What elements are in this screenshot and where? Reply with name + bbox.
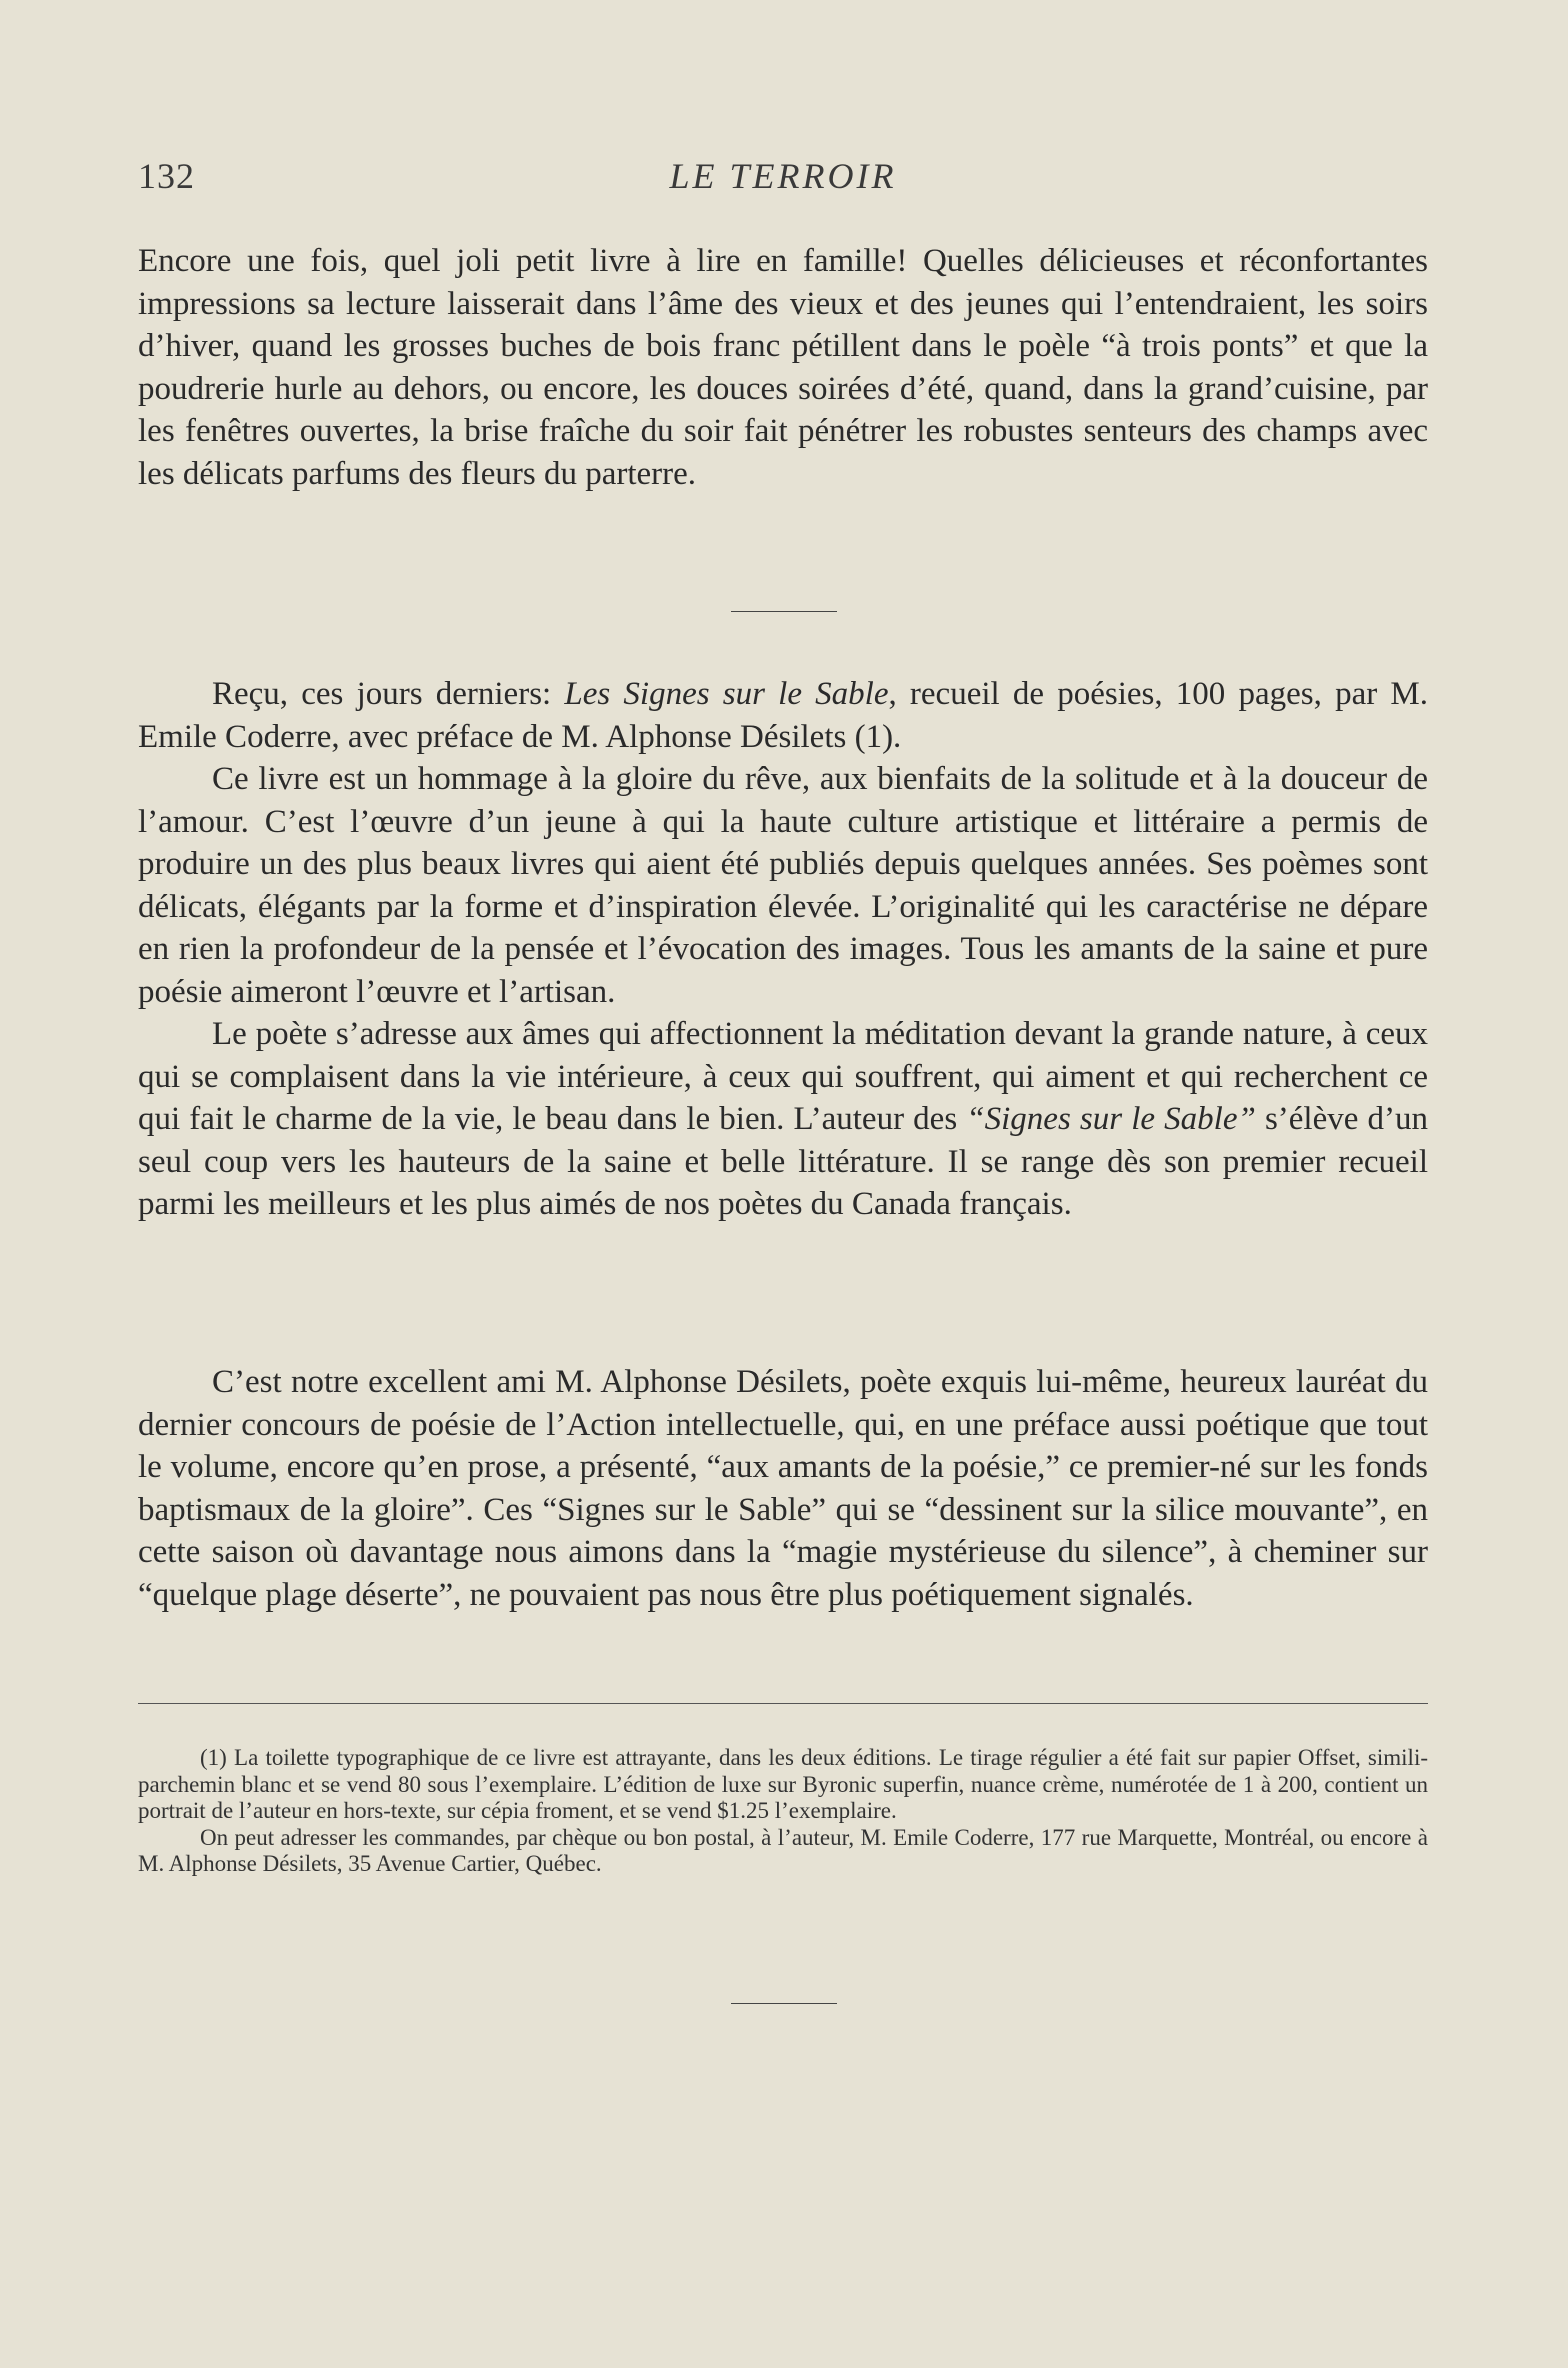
page-number: 132 — [138, 156, 195, 196]
review-section — [138, 673, 1428, 1226]
section-divider — [731, 611, 837, 612]
page-header — [138, 155, 1428, 205]
footnote-divider — [138, 1703, 1428, 1704]
intro-section — [138, 240, 1428, 495]
footnotes — [138, 1745, 1428, 1878]
paragraph-4-tail: s’élève d’un seul coup vers les hauteurs de la saine et belle littérature. Il se range dès son premier recueil parmi les meilleurs et les plus aimés de nos poètes du Canada français. — [138, 1101, 1428, 1222]
end-divider — [731, 2003, 837, 2004]
footnote-2: On peut adresser les commandes, par chèque ou bon postal, à l’auteur, M. Emile Coderre, 177 rue Marquette, Montréal, ou encore à M. Alphonse Désilets, 35 Avenue Cartier, Québec. — [138, 1824, 1428, 1876]
paragraph-1: Encore une fois, quel joli petit livre à lire en famille! Quelles délicieuses et réconfortantes impressions sa lecture laisserait dans l’âme des vieux et des jeunes qui l’entendraient, les soirs d’hiver, quand les grosses buches de bois franc pétillent dans le poèle “à trois ponts” et que la poudrerie hurle au dehors, ou encore, les douces soirées d’été, quand, dans la grand’cuisine, par les fenêtres ouvertes, la brise fraîche du soir fait pénétrer les robustes senteurs des champs avec les délicats parfums des fleurs du parterre. — [138, 243, 1428, 492]
paragraph-3: Ce livre est un hommage à la gloire du rêve, aux bienfaits de la solitude et à la douceur de l’amour. C’est l’œuvre d’un jeune à qui la haute culture artistique et littéraire a permis de produire un des plus beaux livres qui aient été publiés depuis quelques années. Ses poèmes sont délicats, élégants par la forme et d’inspiration élevée. L’originalité qui les caractérise ne dépare en rien la profondeur de la pensée et l’évocation des images. Tous les amants de la saine et pure poésie aimeront l’œuvre et l’artisan. — [138, 761, 1428, 1010]
paragraph-4-lead: Le poète s’adresse aux âmes qui affectionnent la méditation devant la grande nature, à ceux qui se complaisent dans la vie intérieure, à ceux qui souffrent, qui aiment et qui recherchent ce qui fait le charme de la vie, le beau dans le bien. L’auteur des — [138, 1016, 1428, 1137]
book-title-quoted: “Signes sur le Sable” — [966, 1101, 1256, 1137]
preface-section — [138, 1361, 1428, 1616]
paragraph-4 — [138, 1013, 1428, 1226]
paragraph-2 — [138, 673, 1428, 758]
paragraph-5: C’est notre excellent ami M. Alphonse Désilets, poète exquis lui-même, heureux lauréat du dernier concours de poésie de l’Action intellectuelle, qui, en une préface aussi poétique que tout le volume, encore qu’en prose, a présenté, “aux amants de la poésie,” ce premier-né sur les fonds baptismaux de la gloire”. Ces “Signes sur le Sable” qui se “dessinent sur la silice mouvante”, en cette saison où davantage nous aimons dans la “magie mystérieuse du silence”, à cheminer sur “quelque plage déserte”, ne pouvaient pas nous être plus poétiquement signalés. — [138, 1364, 1428, 1613]
paragraph-2-lead: Reçu, ces jours derniers: — [212, 676, 565, 712]
paragraph-2-tail: , recueil de poésies, 100 pages, par M. Emile Coderre, avec préface de M. Alphonse Désilets (1). — [138, 676, 1428, 755]
footnote-1: (1) La toilette typographique de ce livre est attrayante, dans les deux éditions. Le tirage régulier a été fait sur papier Offset, simili-parchemin blanc et se vend 80 sous l’exemplaire. L’édition de luxe sur Byronic superfin, nuance crème, numérotée de 1 à 200, contient un portrait de l’auteur en hors-texte, sur cépia froment, et se vend $1.25 l’exemplaire. — [138, 1745, 1428, 1823]
running-title: LE TERROIR — [669, 156, 897, 196]
book-title: Les Signes sur le Sable — [564, 676, 889, 712]
